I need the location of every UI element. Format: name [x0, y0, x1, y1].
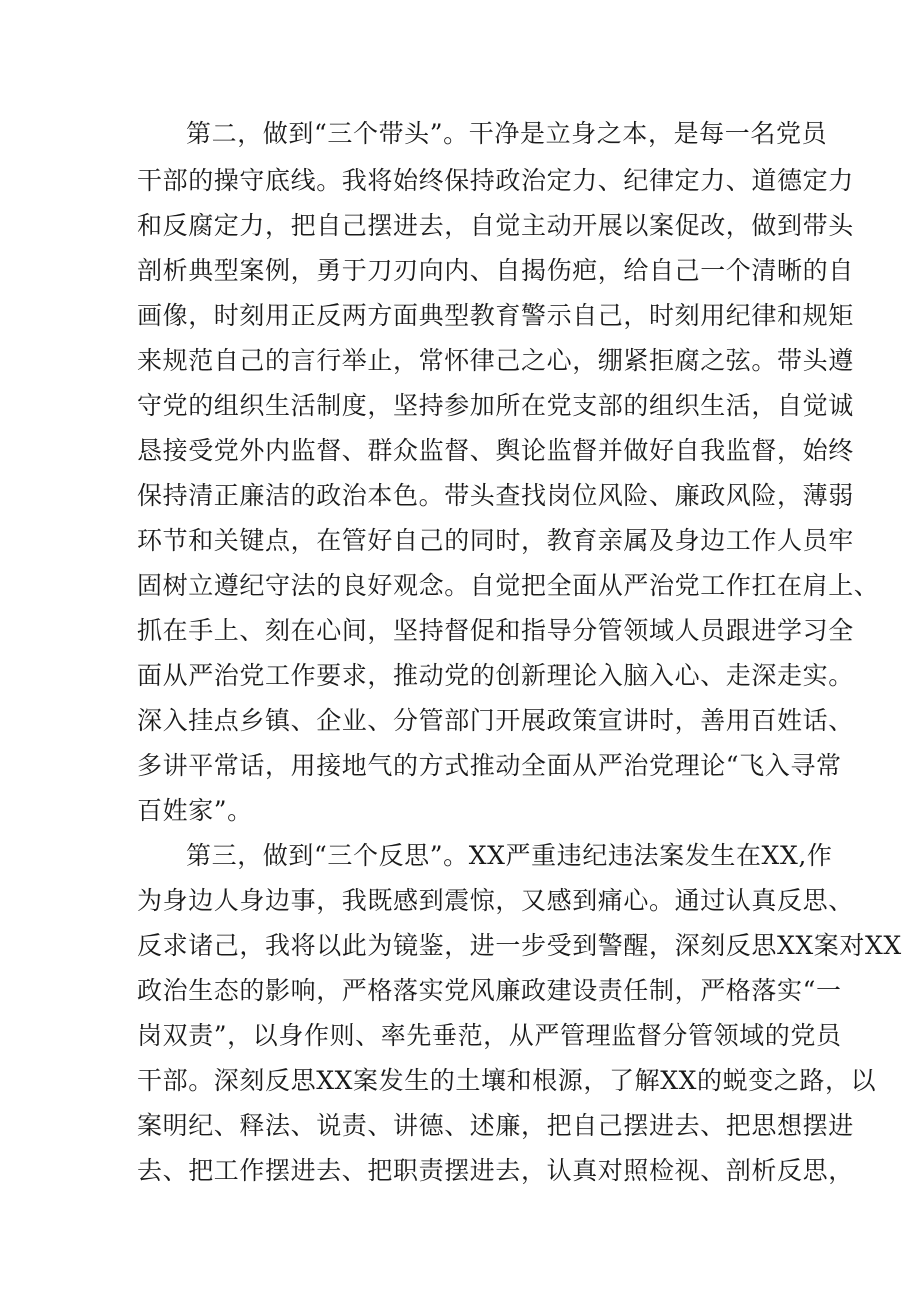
text-line: 第二，做到“三个带头”。干净是立身之本，是每一名党员	[186, 119, 828, 148]
text-line: 画像，时刻用正反两方面典型教育警示自己，时刻用纪律和规矩	[137, 301, 854, 330]
text-line: 多讲平常话，用接地气的方式推动全面从严治党理论“飞入寻常	[137, 751, 842, 780]
text-line: 面从严治党工作要求，推动党的创新理论入脑入心、走深走实。	[137, 661, 854, 690]
text-line: 剖析典型案例，勇于刀刃向内、自揭伤疤，给自己一个清晰的自	[137, 256, 854, 285]
text-line: 反求诸己，我将以此为镜鉴，进一步受到警醒，深刻反思XX案对XX	[137, 931, 902, 960]
text-line: 去、把工作摆进去、把职责摆进去，认真对照检视、剖析反思，	[137, 1156, 854, 1185]
text-line: 保持清正廉洁的政治本色。带头查找岗位风险、廉政风险，薄弱	[137, 481, 854, 510]
text-line: 恳接受党外内监督、群众监督、舆论监督并做好自我监督，始终	[137, 436, 854, 465]
text-line: 守党的组织生活制度，坚持参加所在党支部的组织生活，自觉诚	[137, 391, 854, 420]
text-line: 岗双责”，以身作则、率先垂范，从严管理监督分管领域的党员	[137, 1021, 842, 1050]
text-line: 干部的操守底线。我将始终保持政治定力、纪律定力、道德定力	[137, 166, 854, 195]
text-line: 为身边人身边事，我既感到震惊，又感到痛心。通过认真反思、	[137, 886, 854, 915]
text-line: 案明纪、释法、说责、讲德、述廉，把自己摆进去、把思想摆进	[137, 1111, 854, 1140]
text-line: 干部。深刻反思XX案发生的土壤和根源，了解XX的蜕变之路，以	[137, 1066, 877, 1095]
text-line: 环节和关键点，在管好自己的同时，教育亲属及身边工作人员牢	[137, 526, 854, 555]
text-line: 政治生态的影响，严格落实党风廉政建设责任制，严格落实“一	[137, 976, 842, 1005]
text-line: 百姓家”。	[137, 796, 253, 825]
text-line: 深入挂点乡镇、企业、分管部门开展政策宣讲时，善用百姓话、	[137, 706, 854, 735]
text-line: 第三，做到“三个反思”。XX严重违纪违法案发生在XX,作	[186, 841, 833, 870]
text-line: 来规范自己的言行举止，常怀律己之心，绷紧拒腐之弦。带头遵	[137, 346, 854, 375]
text-line: 固树立遵纪守法的良好观念。自觉把全面从严治党工作扛在肩上、	[137, 571, 880, 600]
text-line: 抓在手上、刻在心间，坚持督促和指导分管领域人员跟进学习全	[137, 616, 854, 645]
text-line: 和反腐定力，把自己摆进去，自觉主动开展以案促改，做到带头	[137, 211, 854, 240]
